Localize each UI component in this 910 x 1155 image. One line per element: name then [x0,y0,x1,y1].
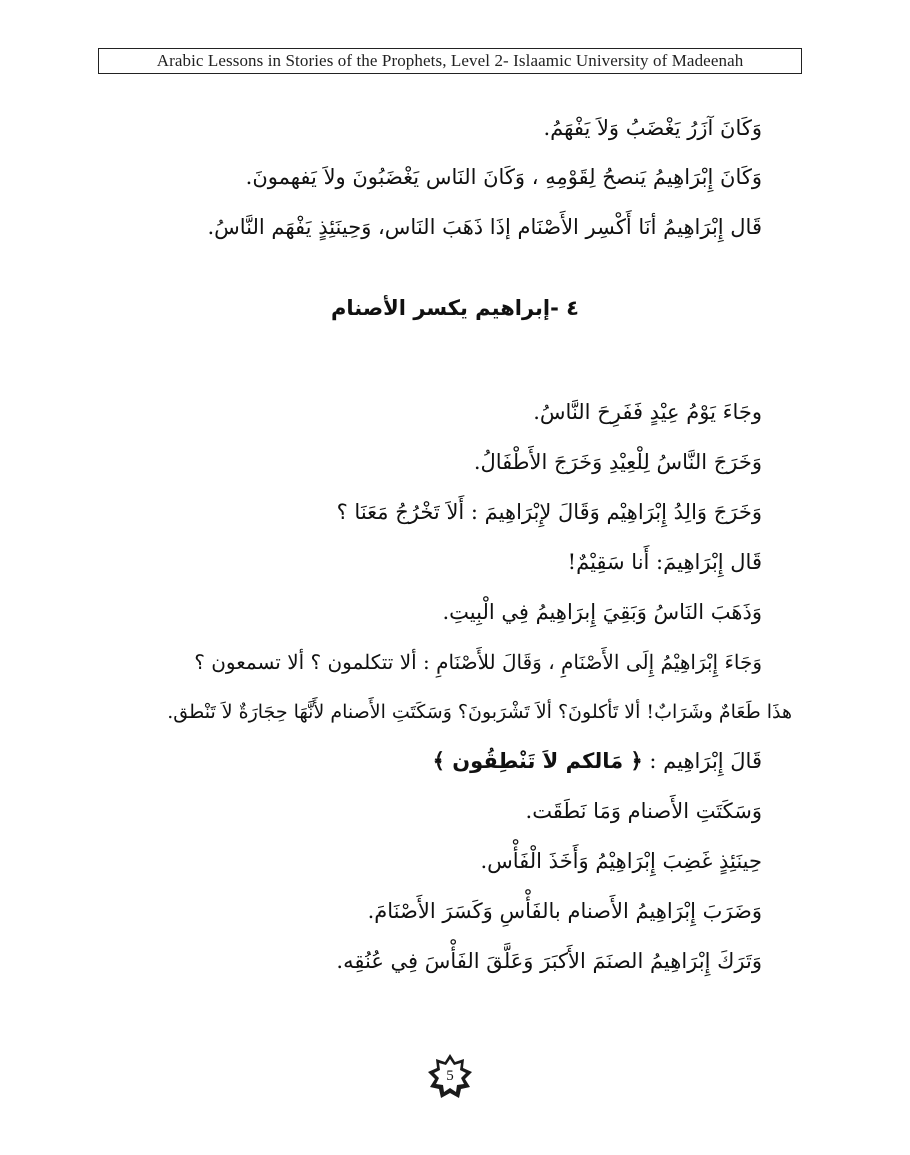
intro-line-3: قَال إِبْرَاهِيمُ أنَا أَكْسِر الأَصْنَام إذَا ذَهَبَ النَاس، وَحِينَئِذٍ يَفْهَم النَّاسُ. [207,215,762,239]
page-number-badge [426,1052,474,1100]
intro-line-2: وَكَانَ إِبْرَاهِيمُ يَنصحُ لِقَوْمِهِ ، وَكَانَ النَاس يَغْضَبُونَ ولاَ يَفهمونَ. [245,165,762,189]
quranic-quote: ﴿ مَالكم لاَ تَنْطِقُون ﴾ [432,749,643,773]
page-number: 5 [446,1067,454,1084]
story-line-5: وَذَهَبَ النَاسُ وَبَقِيَ إِبرَاهِيمُ فِي الْبِيتِ. [442,600,762,624]
story-line-1: وجَاءَ يَوْمُ عِيْدٍ فَفَرِحَ النَّاسُ. [533,400,762,424]
intro-line-1: وَكَانَ آزَرُ يَغْضَبُ وَلاَ يَفْهَمُ. [543,116,762,140]
quote-line [433,746,762,776]
section-heading: ٤ -إبراهيم يكسر الأصنام [331,296,579,320]
closing-line-4: وَتَرَكَ إِبْرَاهِيمُ الصنَمَ الأَكبَرَ وَعَلَّقَ الفَأْسَ فِي عُنُقِه. [336,949,762,973]
header-title: Arabic Lessons in Stories of the Prophets, Level 2- Islaamic University of Madeenah [156,51,744,70]
closing-line-1: وَسَكَتَتِ الأَصنام وَمَا نَطَقَت. [525,799,762,823]
story-line-7: هذَا طَعَامٌ وشَرَابٌ! ألا تَأكلونَ؟ ألاَ تَشْرَبونَ؟ وَسَكَتَتِ الأَصنام لأَنَّهَا حِجَارَةٌ لاَ تَنْطق. [167,701,792,723]
story-line-3: وَخَرَجَ وَالِدُ إِبْرَاهِيْم وَقَالَ لإِبْرَاهِيمَ : أَلاَ تَخْرُجُ مَعَنَا ؟ [336,500,762,524]
story-line-2: وَخَرَجَ النَّاسُ لِلْعِيْدِ وَخَرَجَ الأَطْفَالُ. [473,450,762,474]
closing-line-3: وَضَرَبَ إِبْرَاهِيمُ الأَصنام بالفَأْسِ وَكَسَرَ الأَصْنَامَ. [367,899,762,923]
story-line-6: وَجَاءَ إِبْرَاهِيْمُ إِلَى الأَصْنَامِ ، وَقَالَ للأَصْنَامِ : ألا تتكلمون ؟ ألا تسمعون ؟ [194,650,762,674]
page-header [98,48,802,74]
closing-line-2: حِينَئِذٍ غَضِبَ إِبْرَاهِيْمُ وَأَخَذَ الْفَأْس. [480,849,762,873]
story-line-4: قَال إِبْرَاهِيمَ: أَنا سَقِيْمٌ! [567,550,762,574]
quote-prefix: قَالَ إِبْرَاهِيم : [642,749,762,773]
